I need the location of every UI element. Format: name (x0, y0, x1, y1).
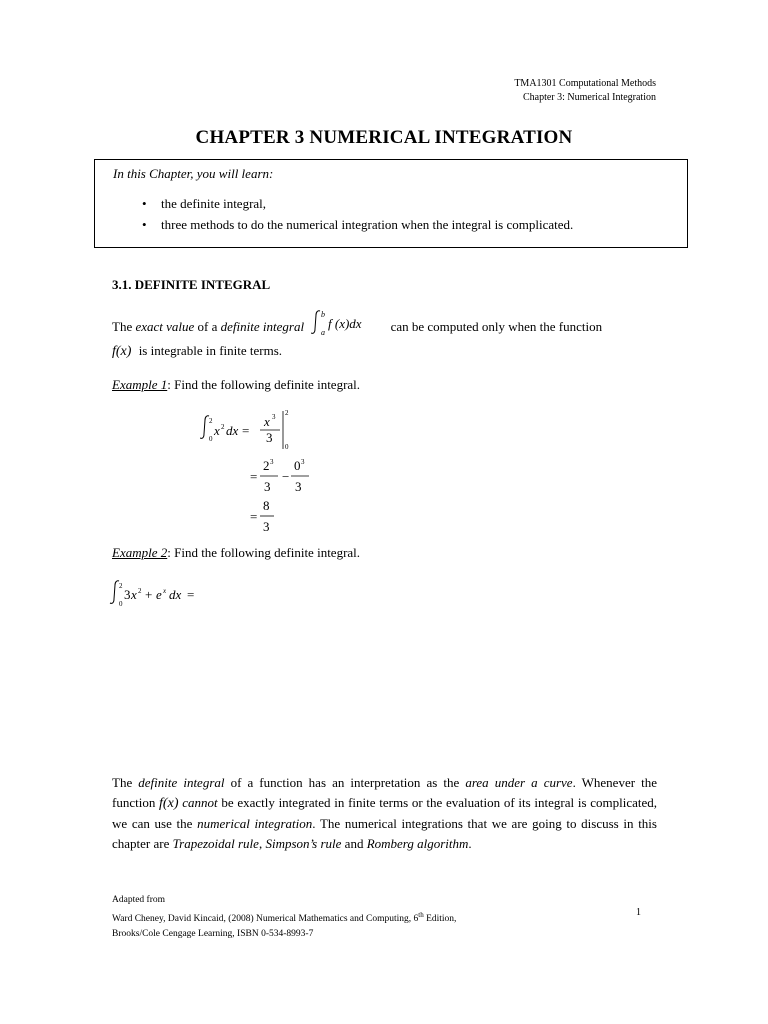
svg-text:3: 3 (270, 458, 274, 466)
svg-text:=: = (250, 469, 258, 484)
svg-text:3: 3 (263, 519, 270, 534)
learning-item: • three methods to do the numerical integration when the integral is complicated. (140, 214, 573, 235)
svg-text:3: 3 (301, 458, 305, 466)
svg-text:8: 8 (263, 498, 270, 513)
svg-text:0: 0 (285, 443, 289, 451)
svg-text:=: = (187, 587, 195, 602)
svg-text:3: 3 (266, 430, 273, 445)
intro-paragraph-line1: The exact value of a definite integral b a f (x)dx can be computed only when the function (112, 310, 603, 335)
learning-item: • the definite integral, (140, 193, 573, 214)
page-number: 1 (636, 907, 641, 918)
numerical-integration-paragraph: The definite integral of a function has an interpretation as the area under a curve. Whenever the function f(x) cannot be exactly integrated in finite terms or the evaluation of its integral is complicated, we can use the numerical integration. The numerical integrations that we are going to discuss in this chapter are Trapezoidal rule, Simpson’s rule and Romberg algorithm. (112, 775, 658, 851)
svg-text:=: = (242, 423, 250, 438)
integral-sign-icon (311, 309, 383, 335)
svg-text:b: b (321, 310, 326, 319)
svg-text:3: 3 (272, 413, 276, 421)
learning-intro: In this Chapter, you will learn: (113, 166, 274, 181)
footer-citation: Adapted from Ward Cheney, David Kincaid, (2008) Numerical Mathematics and Computing, 6th Edition, Brooks/Cole Cengage Learning, ISBN 0-534-8993-7 (112, 895, 457, 940)
svg-text:2: 2 (221, 423, 225, 431)
example2-label: Example 2 (112, 545, 168, 560)
learning-objectives-box (94, 159, 688, 248)
svg-text:0: 0 (119, 600, 123, 608)
svg-text:x: x (131, 587, 137, 602)
svg-text:0: 0 (294, 458, 301, 473)
svg-text:2: 2 (138, 587, 142, 595)
svg-text:a: a (321, 328, 326, 335)
example1-solution (200, 405, 310, 540)
learning-list (140, 193, 573, 235)
svg-text:f (x)dx: f (x)dx (328, 316, 362, 331)
svg-text:0: 0 (209, 435, 213, 443)
integral-a-b-expression (311, 310, 383, 335)
svg-text:x: x (163, 587, 167, 595)
svg-text:2: 2 (263, 458, 270, 473)
example1-line: Example 1: Find the following definite integral. (112, 377, 361, 392)
svg-text:+: + (145, 587, 153, 602)
svg-text:3: 3 (295, 479, 302, 494)
chapter-title: CHAPTER 3 NUMERICAL INTEGRATION (195, 127, 573, 148)
section-heading: 3.1. DEFINITE INTEGRAL (112, 277, 271, 292)
svg-text:−: − (282, 469, 290, 484)
svg-text:dx: dx (226, 423, 239, 438)
svg-text:2: 2 (209, 417, 213, 425)
svg-text:=: = (250, 509, 258, 524)
header-chapter: Chapter 3: Numerical Integration (522, 92, 656, 103)
svg-text:2: 2 (285, 409, 289, 417)
svg-text:x: x (214, 423, 220, 438)
example2-line: Example 2: Find the following definite integral. (112, 545, 361, 560)
svg-text:3: 3 (264, 479, 271, 494)
svg-text:dx: dx (169, 587, 182, 602)
example2-integral (105, 575, 225, 611)
intro-paragraph-line2: f(x) is integrable in finite terms. (112, 343, 283, 359)
svg-text:e: e (156, 587, 162, 602)
svg-text:3: 3 (124, 587, 131, 602)
svg-text:x: x (264, 414, 270, 429)
header-course: TMA1301 Computational Methods (514, 78, 656, 89)
example1-label: Example 1 (112, 377, 168, 392)
svg-text:2: 2 (119, 582, 123, 590)
